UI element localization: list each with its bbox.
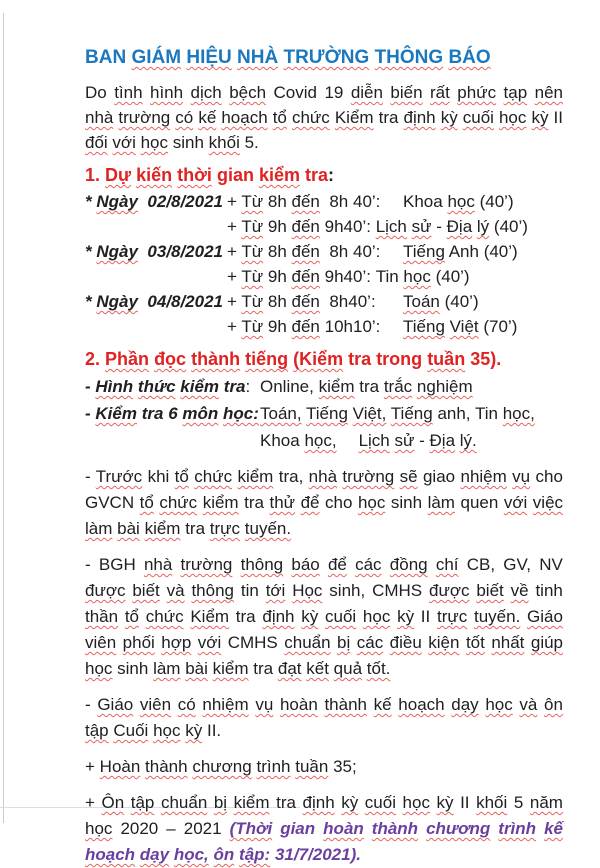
schedule-subject: Tin học (40’) — [375, 267, 470, 286]
section2-continuation — [260, 427, 563, 454]
schedule-subject: Tiếng Anh (40’) — [403, 242, 518, 261]
closing-purple-note: (Thời gian hoàn thành chương trình kế hoạch dạy học, ôn tập: 31/7/2021). — [85, 819, 563, 864]
section2-item-label: - Hình thức kiểm tra: — [85, 377, 251, 396]
schedule-date: Ngày 02/8/2021 — [96, 192, 224, 211]
section2-item-value: Online, kiểm tra trắc nghiệm — [260, 377, 473, 396]
closing-lead-text: + Ôn tập chuẩn bị kiểm tra định kỳ cuối học kỳ II khối 5 năm học 2020 – 2021 — [85, 793, 563, 838]
section2-heading: 2. Phần đọc thành tiếng (Kiểm tra trong tuần 35). — [85, 349, 502, 369]
schedule-row-marker: * — [85, 292, 97, 311]
section2-continuation-part2: Lịch sử - Địa lý. — [358, 431, 477, 450]
schedule-date-cell — [85, 189, 227, 214]
schedule-time: + Từ 9h đến 9h40’: — [227, 217, 371, 236]
section1-heading-text: 1. Dự kiến thời gian kiểm tra — [85, 165, 329, 185]
body-paragraph: - Giáo viên có nhiệm vụ hoàn thành kế hoạch dạy học và ôn tập Cuối học kỳ II. — [85, 695, 563, 740]
schedule-row — [85, 314, 563, 339]
schedule-date: Ngày 04/8/2021 — [96, 292, 224, 311]
section2-item-row — [85, 400, 563, 427]
section2-details — [85, 373, 563, 454]
section2-item-label: - Kiểm tra 6 môn học: — [85, 404, 259, 423]
body-paragraph: + Hoàn thành chương trình tuần 35; — [85, 757, 357, 776]
schedule-row — [85, 239, 563, 264]
schedule-time: + Từ 8h đến 8h 40’: — [227, 242, 381, 261]
section2-item-value: Toán, Tiếng Việt, Tiếng anh, Tin học, — [260, 404, 535, 423]
schedule-row — [85, 214, 563, 239]
schedule-subject: Tiếng Việt (70’) — [403, 317, 518, 336]
schedule-subject: Khoa học (40’) — [403, 192, 514, 211]
section1-heading — [85, 163, 563, 187]
schedule-time: + Từ 8h đến 8h40’: — [227, 292, 376, 311]
exam-schedule — [85, 189, 563, 339]
section2-item-row — [85, 373, 563, 400]
body-paragraph: - Trước khi tổ chức kiểm tra, nhà trường sẽ giao nhiệm vụ cho GVCN tổ chức kiểm tra thử để cho học sinh làm quen với việc làm bài kiểm tra trực tuyến. — [85, 467, 564, 538]
document-content — [85, 46, 563, 868]
page-left-edge-line — [3, 13, 4, 823]
intro-paragraph: Do tình hình dịch bệch Covid 19 diễn biến rất phức tạp nên nhà trường có kế hoạch tổ chức Kiểm tra định kỳ cuối học kỳ II đối với học sinh khối 5. — [85, 83, 564, 152]
closing-paragraph — [85, 790, 563, 868]
schedule-row-marker: * — [85, 192, 97, 211]
schedule-row — [85, 289, 563, 314]
schedule-subject: Toán (40’) — [403, 292, 479, 311]
schedule-time: + Từ 9h đến 9h40’: — [227, 267, 371, 286]
schedule-row — [85, 264, 563, 289]
schedule-time: + Từ 9h đến 10h10’: — [227, 317, 381, 336]
schedule-time: + Từ 8h đến 8h 40’: — [227, 192, 381, 211]
body-paragraph: - BGH nhà trường thông báo để các đồng chí CB, GV, NV được biết và thông tin tới Học sinh, CMHS được biết về tinh thần tổ chức Kiểm tra định kỳ cuối học kỳ II trực tuyến. Giáo viên phối hợp với CMHS chuẩn bị các điều kiện tốt nhất giúp học sinh làm bài kiểm tra đạt kết quả tốt. — [85, 555, 564, 678]
schedule-date-cell — [85, 239, 227, 264]
schedule-row-marker: * — [85, 242, 97, 261]
announcement-title: BAN GIÁM HIỆU NHÀ TRƯỜNG THÔNG BÁO — [85, 47, 491, 68]
schedule-subject: Lịch sử - Địa lý (40’) — [375, 217, 528, 236]
body-paragraphs — [85, 464, 563, 780]
section1-heading-colon: : — [328, 165, 335, 185]
schedule-date: Ngày 03/8/2021 — [96, 242, 224, 261]
section2-continuation-part1: Khoa học, — [260, 431, 337, 450]
schedule-row — [85, 189, 563, 214]
schedule-date-cell — [85, 289, 227, 314]
